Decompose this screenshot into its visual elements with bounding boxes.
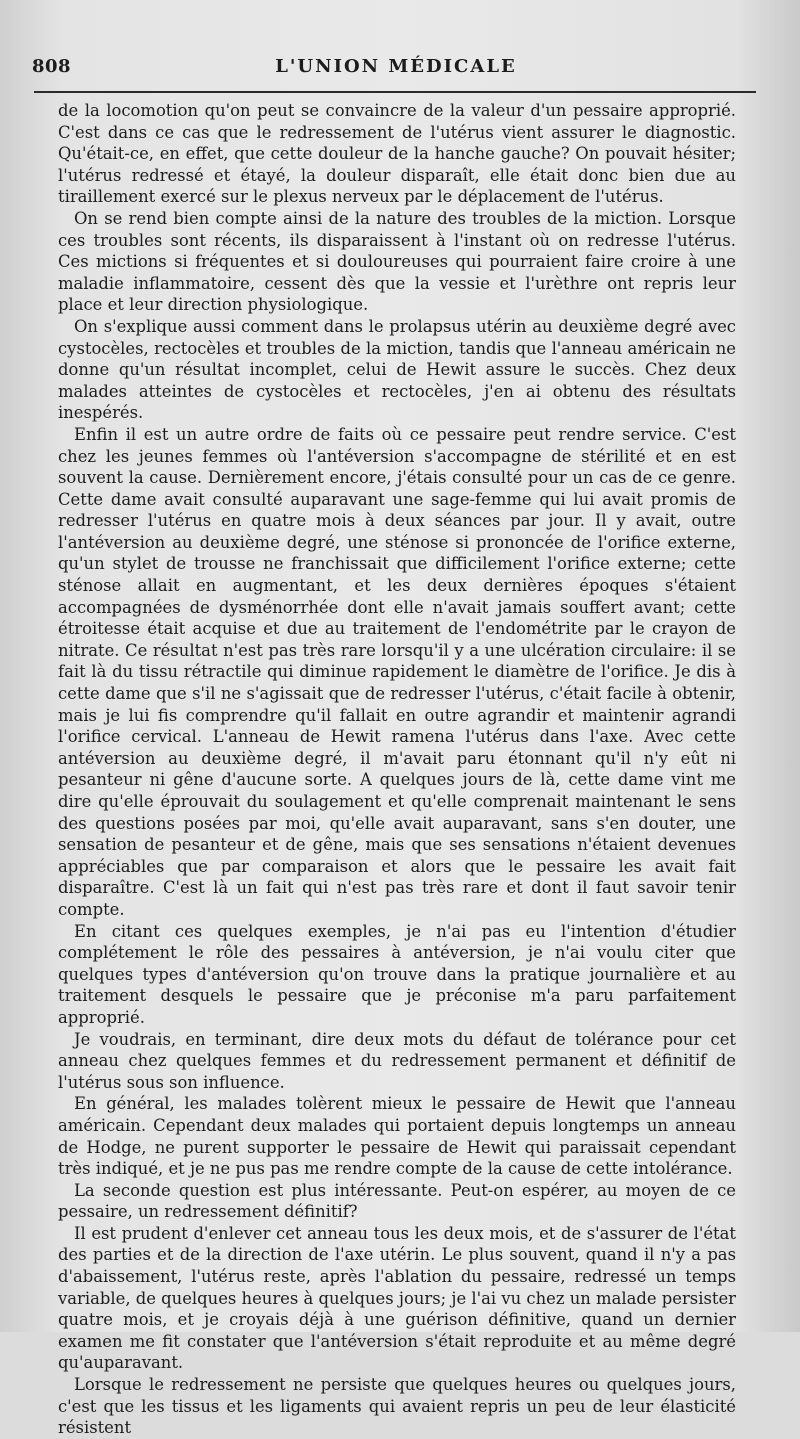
running-title: L'UNION MÉDICALE (275, 56, 517, 77)
page-number: 808 (32, 56, 72, 77)
paragraph: Enfin il est un autre ordre de faits où ce pessaire peut rendre service. C'est chez les jeunes femmes où l'antéversion s'accompagne de stérilité et en est souvent la cause. Dernièrement encore, j'étais consulté pour un cas de ce genre. Cette dame avait consulté auparavant une sage-femme qui lui avait promis de redresser l'utérus en quatre mois à deux séances par jour. Il y avait, outre l'antéversion au deuxième degré, une sténose si prononcée de l'orifice externe, qu'un stylet de trousse ne franchissait que difficilement l'orifice externe; cette sténose allait en augmentant, et les deux dernières époques s'étaient accompagnées de dysménorrhée dont elle n'avait jamais souffert avant; cette étroitesse était acquise et due au traitement de l'endométrite par le crayon de nitrate. Ce résultat n'est pas très rare lorsqu'il y a une ulcération circulaire: il se fait là du tissu rétractile qui diminue rapidement le diamètre de l'orifice. Je dis à cette dame que s'il ne s'agissait que de redresser l'utérus, c'était facile à obtenir, mais je lui fis comprendre qu'il fallait en outre agrandir et maintenir agrandi l'orifice cervical. L'anneau de Hewit ramena l'utérus dans l'axe. Avec cette antéversion au deuxième degré, il m'avait paru étonnant qu'il n'y eût ni pesanteur ni gêne d'aucune sorte. A quelques jours de là, cette dame vint me dire qu'elle éprouvait du soulagement et qu'elle comprenait maintenant le sens des questions posées par moi, qu'elle avait auparavant, sans s'en douter, une sensation de pesanteur et de gêne, mais que ses sensations n'étaient devenues appréciables que par comparaison et alors que le pessaire les avait fait disparaître. C'est là un fait qui n'est pas très rare et dont il faut savoir tenir compte. (58, 424, 736, 919)
paragraph: On se rend bien compte ainsi de la nature des troubles de la miction. Lorsque ces troubles sont récents, ils disparaissent à l'instant où on redresse l'utérus. Ces mictions si fréquentes et si douloureuses qui pourraient faire croire à une maladie inflammatoire, cessent dès que la vessie et l'urèthre ont repris leur place et leur direction physiologique. (58, 208, 736, 315)
paragraph: En citant ces quelques exemples, je n'ai pas eu l'intention d'étudier complétement le rôle des pessaires à antéversion, je n'ai voulu citer que quelques types d'antéversion qu'on trouve dans la pratique journalière et au traitement desquels le pessaire que je préconise m'a paru parfaitement approprié. (58, 921, 736, 1027)
paragraph: de la locomotion qu'on peut se convaincre de la valeur d'un pessaire approprié. C'est dans ce cas que le redressement de l'utérus vient assurer le diagnostic. Qu'était-ce, en effet, que cette douleur de la hanche gauche? On pouvait hésiter; l'utérus redressé et étayé, la douleur disparaît, elle était donc bien due au tiraillement exercé sur le plexus nerveux par le déplacement de l'utérus. (58, 101, 736, 207)
page-header (32, 56, 760, 86)
paragraph: La seconde question est plus intéressante. Peut-on espérer, au moyen de ce pessaire, un redressement définitif? (58, 1180, 736, 1222)
paragraph: On s'explique aussi comment dans le prolapsus utérin au deuxième degré avec cystocèles, rectocèles et troubles de la miction, tandis que l'anneau américain ne donne qu'un résultat incomplet, celui de Hewit assure le succès. Chez deux malades atteintes de cystocèles et rectocèles, j'en ai obtenu des résultats inespérés. (58, 316, 736, 423)
article-body (58, 100, 736, 1439)
paragraph: Je voudrais, en terminant, dire deux mots du défaut de tolérance pour cet anneau chez quelques femmes et du redressement permanent et définitif de l'utérus sous son influence. (58, 1029, 736, 1092)
paragraph: Lorsque le redressement ne persiste que quelques heures ou quelques jours, c'est que les tissus et les ligaments qui avaient repris un peu de leur élasticité résistent (58, 1375, 736, 1438)
paragraph: Il est prudent d'enlever cet anneau tous les deux mois, et de s'assurer de l'état des parties et de la direction de l'axe utérin. Le plus souvent, quand il n'y a pas d'abaissement, l'utérus reste, après l'ablation du pessaire, redressé un temps variable, de quelques heures à quelques jours; je l'ai vu chez un malade persister quatre mois, et je croyais déjà à une guérison définitive, quand un dernier examen me fit constater que l'antéversion s'était reproduite et au même degré qu'auparavant. (58, 1223, 736, 1373)
paragraph: En général, les malades tolèrent mieux le pessaire de Hewit que l'anneau américain. Cependant deux malades qui portaient depuis longtemps un anneau de Hodge, ne purent supporter le pessaire de Hewit qui paraissait cependant très indiqué, et je ne pus pas me rendre compte de la cause de cette intolérance. (58, 1094, 736, 1179)
header-rule (34, 91, 756, 93)
